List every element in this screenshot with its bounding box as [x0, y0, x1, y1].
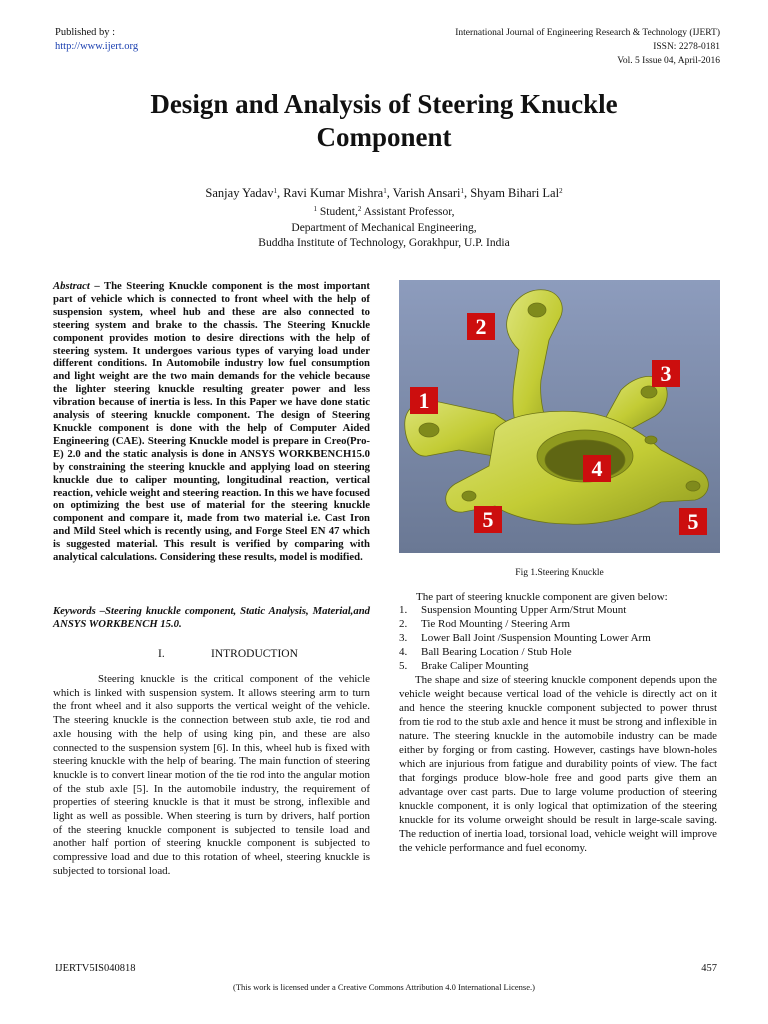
author-mark: 1 — [383, 187, 387, 195]
list-label: Lower Ball Joint /Suspension Mounting Lower Arm — [421, 632, 651, 644]
journal-url-link[interactable]: http://www.ijert.org — [55, 41, 139, 52]
abstract-lead: Abstract — [53, 280, 90, 292]
label-box-5-left — [474, 506, 502, 533]
list-number: 1. — [399, 604, 408, 616]
author-list — [0, 185, 768, 201]
label-box-1 — [410, 387, 438, 414]
keywords: Keywords –Steering knuckle component, Static Analysis, Material,and ANSYS WORKBENCH 15.0. — [53, 605, 370, 630]
license-notice: (This work is licensed under a Creative Commons Attribution 4.0 International License.) — [233, 982, 535, 992]
author-mark: 2 — [559, 187, 563, 195]
label-number: 1 — [418, 388, 430, 413]
list-number: 2. — [399, 618, 408, 630]
section-number: I. — [158, 648, 165, 660]
department: Department of Mechanical Engineering, — [291, 221, 477, 234]
author-name: Shyam Bihari Lal — [470, 186, 560, 200]
volume-issue: Vol. 5 Issue 04, April-2016 — [617, 56, 720, 66]
list-number: 4. — [399, 646, 408, 658]
paper-title — [0, 88, 768, 154]
role-mark: 1 — [313, 205, 317, 213]
label-box-4 — [583, 455, 611, 482]
list-item — [399, 617, 720, 631]
author-name: Sanjay Yadav — [205, 186, 274, 200]
label-box-2 — [467, 313, 495, 340]
publisher-block — [55, 26, 138, 54]
steering-knuckle-figure — [399, 280, 720, 553]
paper-id: IJERTV5IS040818 — [55, 963, 136, 974]
label-box-3 — [652, 360, 680, 387]
list-label: Suspension Mounting Upper Arm/Strut Mount — [421, 604, 627, 616]
role-student: Student, — [316, 206, 358, 218]
author-name: Ravi Kumar Mishra — [283, 186, 384, 200]
label-number: 2 — [475, 314, 487, 339]
issn: ISSN: 2278-0181 — [653, 42, 720, 52]
published-by-label: Published by : — [55, 27, 116, 38]
role-mark: 2 — [357, 205, 362, 213]
role-professor: Assistant Professor, — [361, 206, 455, 218]
abstract-text: – The Steering Knuckle component is the most important part of vehicle which is connected to front wheel with the help of suspension system, wheel hub and these are also connected to steering system and brake to the chassis. The Steering Knuckle component provides motion to desire directions with the help of steering system. It undergoes various types of varying load under different conditions. In Automobile industry low fuel consumption and light weight are the two main demands for the vehicle because the lighter steering knuckle resulting greater power and less vibration because of inertia is less. In this Paper we have done static analysis of steering knuckle component. The design of Steering Knuckle component is done with the help of Computer Aided Engineering (CAE). Steering Knuckle model is prepare in Creo(Pro-E) 2.0 and the static analysis is done in ANSYS WORKBENCH15.0 by constraining the steering knuckle and applying load on steering knuckle due to caliper mounting, longitudinal reaction, vertical reaction, vehicle weight and steering reaction. In this we have focused on optimizing the best use of material for the steering knuckle component and compare it, made from two material i.e. Cast Iron and Mild Steel which is recently using, and Forge Steel EN 47 which is suggested material. This result is verified by comparing with analytical calculations. Considering these results, model is modified. — [53, 280, 370, 564]
list-label: Tie Rod Mounting / Steering Arm — [421, 618, 571, 630]
page-number: 457 — [701, 963, 717, 974]
title-line-2: Component — [316, 122, 452, 152]
label-number: 4 — [591, 456, 603, 481]
list-item — [399, 659, 720, 673]
title-line-1: Design and Analysis of Steering Knuckle — [150, 89, 618, 119]
list-item — [399, 603, 720, 617]
journal-info-block — [455, 26, 720, 68]
steering-knuckle-illustration — [399, 280, 720, 553]
list-item — [399, 645, 720, 659]
list-item — [399, 631, 720, 645]
author-roles — [0, 205, 768, 221]
author-mark: 1 — [273, 187, 277, 195]
author-mark: 1 — [460, 187, 464, 195]
author-separator: , — [276, 186, 284, 200]
label-number: 5 — [482, 507, 494, 532]
list-number: 5. — [399, 660, 408, 672]
institute: Buddha Institute of Technology, Gorakhpur, U.P. India — [258, 237, 510, 249]
author-separator: , — [386, 186, 393, 200]
introduction-text: Steering knuckle is the critical component of the vehicle which is linked with suspension system. It allows steering arm to turn the front wheel and it also supports the vertical weight of the vehicle. The steering knuckle is the connection between stub axle, tie rod and axle housing with the help of using king pin, and these are also connected to the suspension system [6]. In this, wheel hub is fixed with steering knuckle with the help of bearing. The main function of steering knuckle is to convert linear motion of the tie rod into the angular motion of the stub axle [5]. In the automobile industry, the requirement of properties of steering knuckle is that it must be strong, inflexible and light as well as possible. When steering is turn by drivers, half portion of the steering knuckle component is subjected to tensile load and another half portion of steering knuckle component is subjected to compressive load and due to this rotation of wheel, steering knuckle is subjected to torsional load. — [53, 673, 370, 877]
body-paragraph: The shape and size of steering knuckle component depends upon the vehicle weight because vertical load of the vehicle is directly act on it and hence the steering knuckle component subjected to power thrust from tie rod to the stub axle and hence it must be strong and inflexible in nature. The steering knuckle in the automobile industry can be made either by forging or from casting. However, castings have blown-holes which are injurious from fatigue and durability points of view. The fact that forgings produce blow-hole free and good parts give them an advantage over cast parts. Due to large volume production of steering knuckle component, it is only logical that optimization of the steering knuckle for its volume orweight should be result in large-scale saving. The reduction of inertia load, torsional load, vehicle weight will improve the vehicle performance and fuel economy. — [399, 674, 717, 854]
affiliation-block — [0, 205, 768, 252]
list-number: 3. — [399, 632, 408, 644]
parts-intro: The part of steering knuckle component are given below: — [416, 591, 668, 603]
parts-list — [399, 603, 720, 673]
section-title: INTRODUCTION — [211, 648, 298, 660]
label-number: 5 — [687, 509, 699, 534]
journal-name: International Journal of Engineering Research & Technology (IJERT) — [455, 28, 720, 38]
abstract — [53, 280, 370, 564]
figure-caption: Fig 1.Steering Knuckle — [515, 568, 604, 578]
label-box-5-right — [679, 508, 707, 535]
list-label: Brake Caliper Mounting — [421, 660, 529, 672]
author-separator: , — [463, 186, 471, 200]
label-number: 3 — [660, 361, 672, 386]
author-name: Varish Ansari — [392, 186, 461, 200]
list-label: Ball Bearing Location / Stub Hole — [421, 646, 572, 658]
